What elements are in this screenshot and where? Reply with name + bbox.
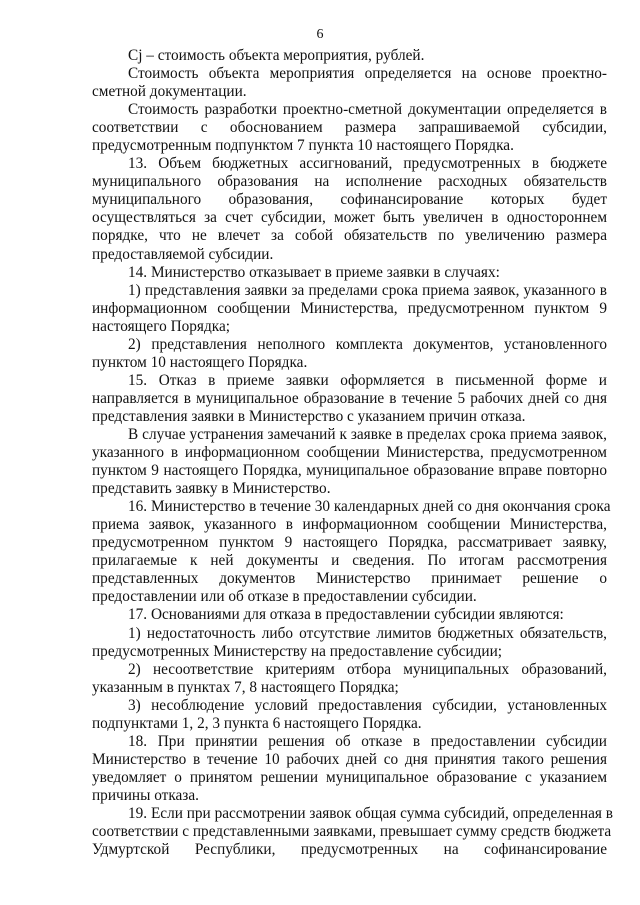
paragraph <box>92 661 607 697</box>
text-line: 2) представления неполного комплекта документов, установленного <box>128 335 607 353</box>
paragraph <box>92 733 607 805</box>
paragraph <box>92 264 607 282</box>
text-line: порядке, что не влечет за собой обязательств по увеличению размера <box>92 227 607 245</box>
text-line: 19. Если при рассмотрении заявок общая сумма субсидий, определенная в <box>128 804 613 822</box>
text-line: осуществляться за счет субсидии, может быть увеличен в одностороннем <box>92 209 607 227</box>
text-line: подпунктами 1, 2, 3 пункта 6 настоящего Порядка. <box>92 714 422 732</box>
text-line: пунктом 10 настоящего Порядка. <box>92 353 308 371</box>
text-line: 18. При принятии решения об отказе в предоставлении субсидии <box>128 732 607 750</box>
text-line: муниципального образования, софинансирование которых будет <box>92 191 607 209</box>
paragraph <box>92 101 607 155</box>
text-line: В случае устранения замечаний к заявке в пределах срока приема заявок, <box>128 425 607 443</box>
text-line: сметной документации. <box>92 83 247 101</box>
text-line: предоставлении или об отказе в предоставлении субсидии. <box>92 588 477 606</box>
text-line: указанным в пунктах 7, 8 настоящего Порядка; <box>92 678 399 696</box>
text-line: представить заявку в Министерство. <box>92 480 331 498</box>
text-line: 3) несоблюдение условий предоставления субсидии, установленных <box>128 696 607 714</box>
paragraph <box>92 426 607 498</box>
text-line: приема заявок, указанного в информационном сообщении Министерства, <box>92 516 607 534</box>
text-line: прилагаемые к ней документы и сведения. По итогам рассмотрения <box>92 552 607 570</box>
text-line: представленных документов Министерство принимает решение о <box>92 570 607 588</box>
text-line: 1) недостаточность либо отсутствие лимитов бюджетных обязательств, <box>128 624 607 642</box>
paragraph <box>92 282 607 336</box>
paragraph <box>92 498 611 606</box>
text-line: Удмуртской Республики, предусмотренных на софинансирование <box>92 841 607 859</box>
paragraph <box>92 697 607 733</box>
text-line: предусмотренном пунктом 9 настоящего Порядка, рассматривает заявку, <box>92 534 607 552</box>
text-line: Министерство в течение 10 рабочих дней со дня принятия такого решения <box>92 750 607 768</box>
text-line: Стоимость объекта мероприятия определяется на основе проектно- <box>128 65 607 83</box>
text-line: предоставляемой субсидии. <box>92 245 274 263</box>
paragraph <box>92 65 607 101</box>
text-line: информационном сообщении Министерства, предусмотренном пунктом 9 <box>92 299 607 317</box>
paragraph <box>92 804 613 859</box>
text-line: 1) представления заявки за пределами срока приема заявок, указанного в <box>128 281 607 299</box>
text-line: указанного в информационном сообщении Министерства, предусмотренном <box>92 444 607 462</box>
text-line: предусмотренным подпунктом 7 пункта 10 настоящего Порядка. <box>92 137 514 155</box>
text-line: представления заявки в Министерство с указанием причин отказа. <box>92 407 526 425</box>
paragraph <box>92 155 607 263</box>
text-line: 14. Министерство отказывает в приеме заявки в случаях: <box>128 263 500 281</box>
text-line: настоящего Порядка; <box>92 317 230 335</box>
paragraph <box>92 372 607 426</box>
text-line: 2) несоответствие критериям отбора муниципальных образований, <box>128 660 607 678</box>
paragraph <box>92 47 607 65</box>
text-line: Cj – стоимость объекта мероприятия, рублей. <box>128 47 425 64</box>
text-line: причины отказа. <box>92 786 199 804</box>
text-line: уведомляет о принятом решении муниципальное образование с указанием <box>92 768 607 786</box>
text-line: 15. Отказ в приеме заявки оформляется в письменной форме и <box>128 371 607 389</box>
text-line: пунктом 9 настоящего Порядка, муниципальное образование вправе повторно <box>92 462 607 480</box>
paragraph <box>92 336 607 372</box>
text-line: предусмотренных Министерству на предоставление субсидии; <box>92 642 503 660</box>
text-line: 16. Министерство в течение 30 календарных дней со дня окончания срока <box>128 498 611 516</box>
text-line: Стоимость разработки проектно-сметной документации определяется в <box>128 101 607 119</box>
page-number: 6 <box>316 27 324 42</box>
text-line: соответствии с обоснованием размера запрашиваемой субсидии, <box>92 119 607 137</box>
paragraph <box>92 625 607 661</box>
paragraph <box>92 606 607 624</box>
text-line: направляется в муниципальное образование в течение 5 рабочих дней со дня <box>92 389 607 407</box>
text-line: 13. Объем бюджетных ассигнований, предусмотренных в бюджете <box>128 155 607 173</box>
text-line: 17. Основаниями для отказа в предоставлении субсидии являются: <box>128 606 564 624</box>
text-line: муниципального образования на исполнение расходных обязательств <box>92 173 607 191</box>
text-line: соответствии с представленными заявками, превышает сумму средств бюджета <box>92 823 612 841</box>
document-body <box>92 47 613 859</box>
